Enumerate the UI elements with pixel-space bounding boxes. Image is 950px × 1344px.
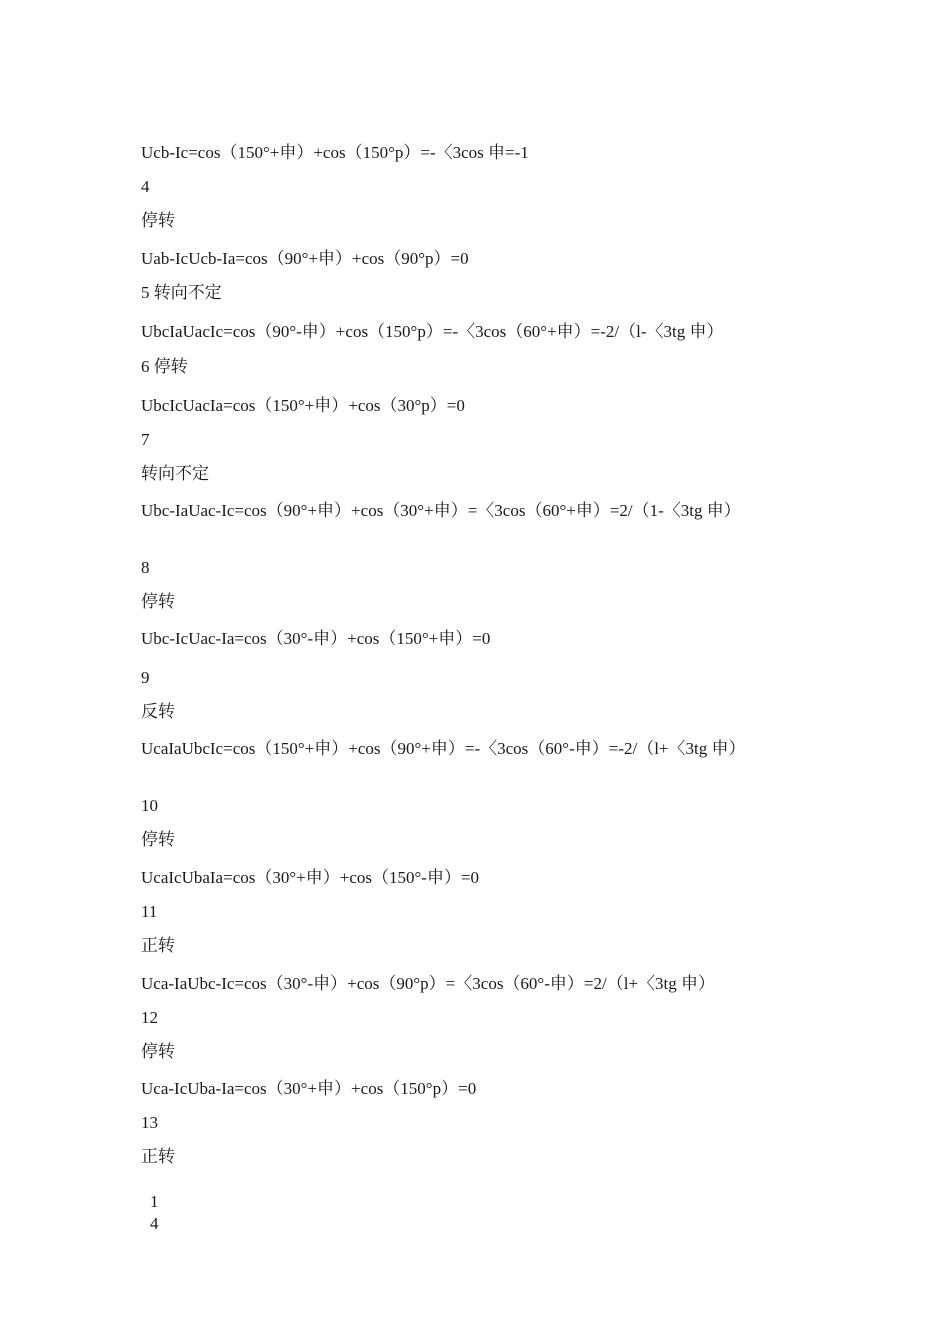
result-text: 停转	[141, 830, 175, 849]
row-number-4: 4	[141, 177, 150, 196]
result-text: 停转	[141, 592, 175, 611]
row-number-10: 10	[141, 796, 158, 815]
row-number-6-result: 6 停转	[141, 357, 188, 376]
page-number-digit: 4	[150, 1214, 159, 1233]
formula-line-10: Uca-IcUba-Ia=cos（30°+申）+cos（150°p）=0	[141, 1079, 477, 1098]
row-number-12: 12	[141, 1008, 158, 1027]
row-number-8: 8	[141, 558, 150, 577]
row-number-13: 13	[141, 1113, 158, 1132]
formula-line-2: Uab-IcUcb-Ia=cos（90°+申）+cos（90°p）=0	[141, 249, 469, 268]
result-text: 停转	[141, 211, 175, 230]
formula-line-9: Uca-IaUbc-Ic=cos（30°-申）+cos（90°p）=〈3cos（60°-申）=2/（l+〈3tg 申）	[141, 974, 715, 993]
formula-line-4: UbcIcUacIa=cos（150°+申）+cos（30°p）=0	[141, 396, 465, 415]
result-text: 转向不定	[141, 464, 209, 483]
formula-line-6: Ubc-IcUac-Ia=cos（30°-申）+cos（150°+申）=0	[141, 629, 491, 648]
formula-line-1: Ucb-Ic=cos（150°+申）+cos（150°p）=-〈3cos 申=-1	[141, 143, 529, 162]
formula-line-5: Ubc-IaUac-Ic=cos（90°+申）+cos（30°+申）=〈3cos（60°+申）=2/（1-〈3tg 申）	[141, 501, 741, 520]
result-text: 停转	[141, 1042, 175, 1061]
formula-line-3: UbcIaUacIc=cos（90°-申）+cos（150°p）=-〈3cos（60°+申）=-2/（l-〈3tg 申）	[141, 322, 724, 341]
formula-line-8: UcaIcUbaIa=cos（30°+申）+cos（150°-申）=0	[141, 868, 480, 887]
row-number-9: 9	[141, 668, 150, 687]
row-number-5-result: 5 转向不定	[141, 283, 222, 302]
row-number-7: 7	[141, 430, 150, 449]
page-number-digit: 1	[150, 1192, 159, 1211]
row-number-11: 11	[141, 902, 158, 921]
result-text: 反转	[141, 702, 175, 721]
result-text: 正转	[141, 1147, 175, 1166]
result-text: 正转	[141, 936, 175, 955]
formula-line-7: UcaIaUbcIc=cos（150°+申）+cos（90°+申）=-〈3cos（60°-申）=-2/（l+〈3tg 申）	[141, 739, 746, 758]
